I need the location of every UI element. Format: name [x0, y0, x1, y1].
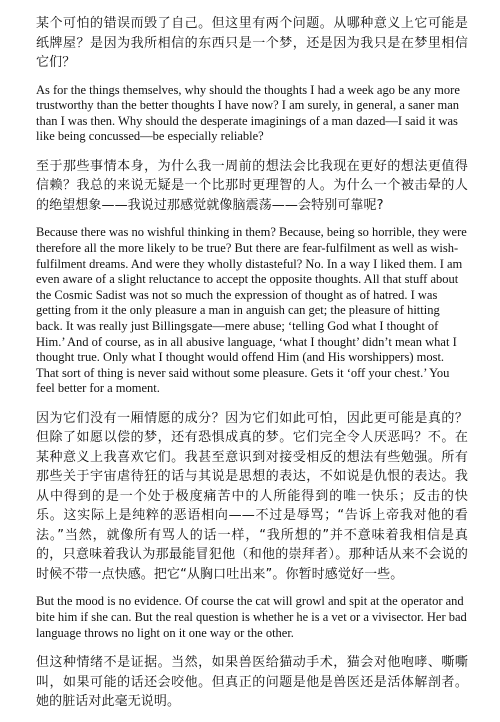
paragraph-zh-4: 但这种情绪不是证据。当然，如果兽医给猫动手术，猫会对他咆哮、嘶嘶叫，如果可能的话还会咬他。但真正的问题是他是兽医还是活体解剖者。她的脏话对此毫无说明。 [36, 655, 468, 710]
paragraph-zh-1: 某个可怕的错误而毁了自己。但这里有两个问题。从哪种意义上它可能是纸牌屋？是因为我所相信的东西只是一个梦，还是因为我只是在梦里相信它们？ [36, 16, 468, 70]
paragraph-en-1: As for the things themselves, why should the thoughts I had a week ago be any more trustworthy than the better thoughts I have now? I am surely, in general, a saner man than I was then. Why should the desperate imaginings of a man dazed—I said it was like being concussed—be especially reliable? [36, 82, 460, 144]
paragraph-en-3: But the mood is no evidence. Of course the cat will growl and spit at the operator and bite him if she can. But the real question is whether he is a vet or a vivisector. Her bad language throws no light on it one way or the other. [36, 594, 467, 640]
document-page [36, 14, 468, 722]
paragraph-en-2: Because there was no wishful thinking in them? Because, being so horrible, they were therefore all the more likely to be true? But there are fear-fulfilment as well as wish-fulfilment dreams. And were they wholly distasteful? No. In a way I liked them. I am even aware of a slight reluctance to accept the opposite thoughts. All that stuff about the Cosmic Sadist was not so much the expression of thought as of hatred. I was getting from it the only pleasure a man in anguish can get; the pleasure of hitting back. It was really just Billingsgate—mere abuse; ‘telling God what I thought of Him.’ And of course, as in all abusive language, ‘what I thought’ didn’t mean what I thought true. Only what I thought would offend Him (and His worshippers) most. That sort of thing is never said without some pleasure. Gets it ‘off your chest.’ You feel better for a moment. [36, 225, 467, 396]
paragraph-zh-2: 至于那些事情本身，为什么我一周前的想法会比我现在更好的想法更值得信赖？我总的来说无疑是一个比那时更理智的人。为什么一个被击晕的人的绝望想象——我说过那感觉就像脑震荡——会特别可靠呢? [36, 158, 468, 213]
paragraph-zh-3: 因为它们没有一厢情愿的成分？因为它们如此可怕，因此更可能是真的？但除了如愿以偿的梦，还有恐惧成真的梦。它们完全令人厌恶吗？不。在某种意义上我喜欢它们。我甚至意识到对接受相反的想法有些勉强。所有那些关于宇宙虐待狂的话与其说是思想的表达，不如说是仇恨的表达。我从中得到的是一个处于极度痛苦中的人所能得到的唯一快乐；反击的快乐。这实际上是纯粹的恶语相向——不过是辱骂；“告诉上帝我对他的看法。”当然，就像所有骂人的话一样，“我所想的”并不意味着我相信是真的，只意味着我认为那最能冒犯他（和他的崇拜者）。那种话从来不会说的时候不带一点快感。把它“从胸口吐出来”。你暂时感觉好一些。 [36, 410, 468, 582]
